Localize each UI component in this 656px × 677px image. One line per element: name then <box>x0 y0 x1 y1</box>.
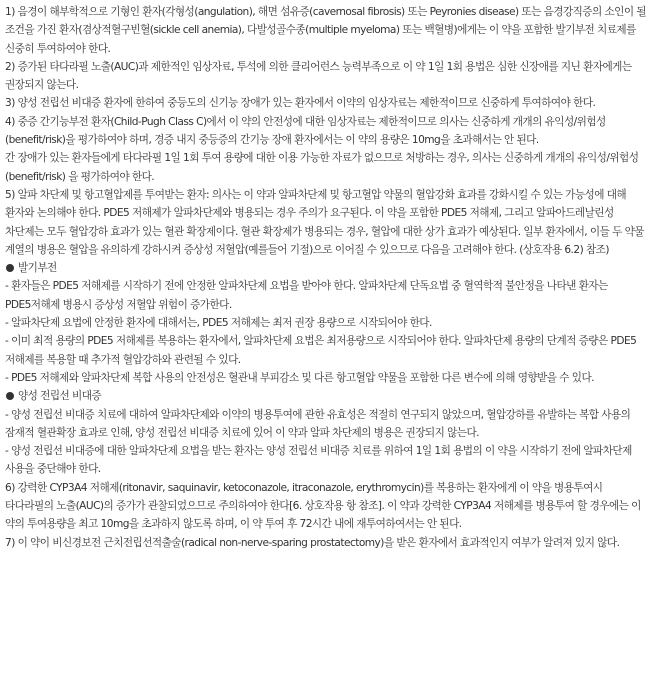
section-heading-text: 발기부전 <box>18 262 57 275</box>
paragraph-2-renal-impairment: 2) 증가된 타다라필 노출(AUC)과 제한적인 임상자료, 투석에 의한 클리어런스 능력부족으로 이 약 1일 1회 용법은 심한 신장애를 지닌 환자에게는 권장되지 않는다. <box>5 60 632 92</box>
ed-item-safety-variables: - PDE5 저해제와 알파차단제 복합 사용의 안전성은 혈관내 부피감소 및 다른 항고혈압 약물을 포함한 다른 변수에 의해 영향받을 수 있다. <box>5 371 594 384</box>
paragraph-7-prostatectomy: 7) 이 약이 비신경보전 근치전립선적출술(radical non-nerve-sparing prostatectomy)을 받은 환자에서 효과적인지 여부가 알려져 있지 않다. <box>5 536 620 549</box>
section-heading-erectile-dysfunction <box>5 259 651 277</box>
ed-item-stable-alpha-blocker: - 환자들은 PDE5 저해제를 시작하기 전에 안정한 알파차단제 요법을 받아야 한다. 알파차단제 단독요법 중 혈역학적 불안정을 나타낸 환자는 PDE5저해제 병용시 증상성 저혈압 위험이 증가한다. <box>5 280 608 311</box>
paragraph-1-anatomical-deformity: 1) 음경이 해부학적으로 기형인 환자(각형성(angulation), 해면 섬유증(cavernosal fibrosis) 또는 Peyronies disease) 또는 음경강직증의 소인이 될 조건을 가진 환자(겸상적혈구빈혈(sickle cell anemia), 다발성골수종(multiple myeloma) 또는 백혈병)에게는 이 약을 포함한 발기부전 치료제를 신중히 투여하여야 한다. <box>5 6 647 55</box>
paragraph-4-hepatic-impairment: 4) 중증 간기능부전 환자(Child-Pugh Class C)에서 이 약의 안전성에 대한 임상자료는 제한적이므로 의사는 신중하게 개개의 유익성/위험성(benefit/risk)을 평가하여야 하며, 경증 내지 중등증의 간기능 장애 환자에서는 이 약의 용량은 10mg을 초과해서는 안 된다. <box>5 115 606 147</box>
precautions-document <box>5 3 651 552</box>
bph-item-not-recommended: - 양성 전립선 비대증 치료에 대하여 알파차단제와 이약의 병용투여에 관한 유효성은 적절히 연구되지 않았으며, 혈압강하를 유발하는 복합 사용의 잠재적 혈관확장 효과로 인해, 양성 전립선 비대증 치료에 있어 이 약과 알파 차단제의 병용은 권장되지 않는다. <box>5 408 631 439</box>
bullet-icon <box>6 264 14 272</box>
bph-item-discontinue-alpha-blocker: - 양성 전립선 비대증에 대한 알파차단제 요법을 받는 환자는 양성 전립선 비대증 치료를 위하여 1일 1회 용법의 이 약을 시작하기 전에 알파차단제 사용을 중단해야 한다. <box>5 445 632 476</box>
paragraph-5-alpha-blockers: 5) 알파 차단제 및 항고혈압제를 투여받는 환자: 의사는 이 약과 알파차단제 및 항고혈압 약물의 혈압강화 효과를 강화시킬 수 있는 가능성에 대해 환자와 논의해야 한다. PDE5 저해제가 알파차단제와 병용되는 경우 주의가 요구된다. 이 약을 포함한 PDE5 저해제, 그리고 알파아드레날린성 차단제는 모두 혈압강하 효과가 있는 혈관 확장제이다. 혈관 확장제가 병용되는 경우, 혈압에 대한 상가 효과가 예상된다. 일부 환자에서, 이들 두 약물 계열의 병용은 혈압을 유의하게 강하시켜 증상성 저혈압(예를들어 기절)으로 이어질 수 있으므로 다음을 고려해야 한다. (상호작용 6.2) 참조) <box>5 188 644 256</box>
section-heading-bph <box>5 387 651 405</box>
section-heading-text: 양성 전립선 비대증 <box>18 390 102 403</box>
paragraph-3-bph-renal: 3) 양성 전립선 비대증 환자에 한하여 중등도의 신기능 장애가 있는 환자에서 이약의 임상자료는 제한적이므로 신중하게 투여하여야 한다. <box>5 97 596 110</box>
paragraph-6-cyp3a4-inhibitors: 6) 강력한 CYP3A4 저해제(ritonavir, saquinavir, ketoconazole, itraconazole, erythromycin)를 복용하는 환자에게 이 약을 병용투여시 타다라필의 노출(AUC)의 증가가 관찰되었으므로 주의하여야 한다[6. 상호작용 항 참조]. 이 약과 강력한 CYP3A4 저해제를 병용투여 할 경우에는 이 약의 투여용량을 최고 10mg을 초과하지 않도록 하며, 이 약 투여 후 72시간 내에 재투여하여서는 안 된다. <box>5 481 641 531</box>
ed-item-lowest-dose: - 알파차단제 요법에 안정한 환자에 대해서는, PDE5 저해제는 최저 권장 용량으로 시작되어야 한다. <box>5 317 432 330</box>
bullet-icon <box>6 392 14 400</box>
ed-item-optimal-dose: - 이미 최적 용량의 PDE5 저해제를 복용하는 환자에서, 알파차단제 요법은 최저용량으로 시작되어야 한다. 알파차단제 용량의 단계적 증량은 PDE5 저해제를 복용할 때 추가적 혈압강하와 관련될 수 있다. <box>5 335 637 366</box>
paragraph-4-hepatic-daily-dose: 간 장애가 있는 환자들에게 타다라필 1일 1회 투여 용량에 대한 이용 가능한 자료가 없으므로 처방하는 경우, 의사는 신중하게 개개의 유익성/위험성(benefit/risk) 을 평가하여야 한다. <box>5 152 639 183</box>
